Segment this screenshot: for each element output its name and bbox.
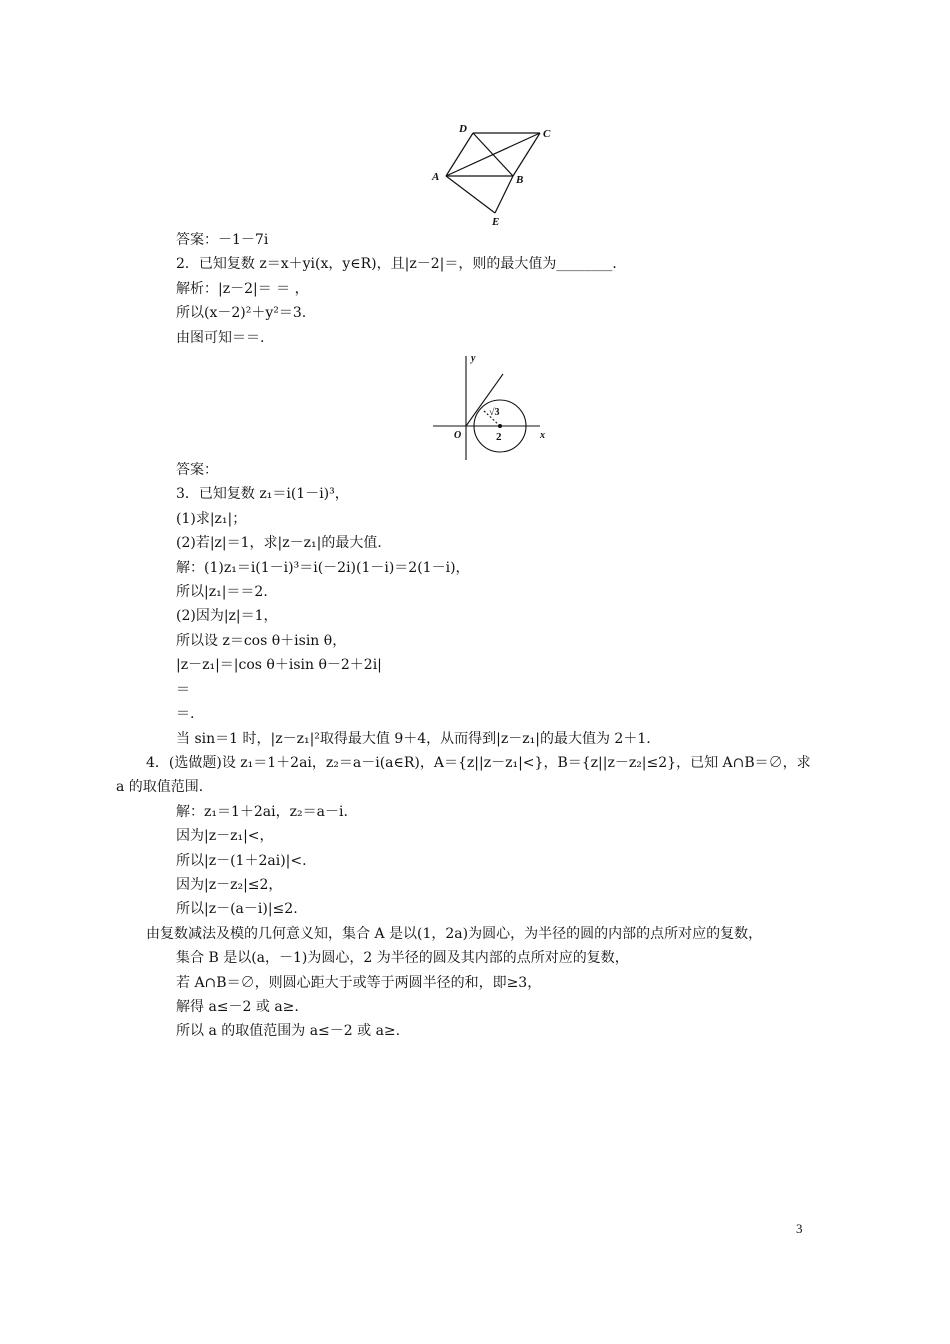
solution-text <box>116 228 816 1044</box>
label-d: D <box>459 123 467 135</box>
text-line: (1)求|z₁|； <box>176 510 247 527</box>
text-line: 所以 a 的取值范围为 a≤－2 或 a≥. <box>176 1023 401 1040</box>
text-line: 解：z₁＝1＋2ai，z₂＝a－i. <box>176 803 348 820</box>
text-line: 由复数减法及模的几何意义知，集合 A 是以(1，2a)为圆心，为半径的圆的内部的点所对应的复数， <box>146 925 763 942</box>
text-line: ＝ <box>176 681 190 698</box>
text-line: 解：(1)z₁＝i(1－i)³＝i(－2i)(1－i)＝2(1－i)， <box>176 559 470 576</box>
text-line: 若 A∩B＝∅，则圆心距大于或等于两圆半径的和，即≥3， <box>176 974 542 991</box>
text-line: 4．(选做题)设 z₁＝1＋2ai，z₂＝a－i(a∈R)，A＝{z||z－z₁|<}，B＝{z||z－z₂|≤2}，已知 A∩B＝∅，求 a 的取值范围． <box>116 754 816 796</box>
text-line: |z－z₁|＝|cos θ＋isin θ－2＋2i| <box>176 657 382 674</box>
page-number: 3 <box>796 1221 803 1236</box>
text-line: 所以(x－2)²＋y²＝3. <box>176 305 307 322</box>
text-line: 所以设 z＝cos θ＋isin θ， <box>176 632 347 649</box>
diagonal-db <box>473 133 513 176</box>
label-center: 2 <box>496 431 502 443</box>
edge-ae <box>446 176 495 213</box>
text-line: 2．已知复数 z＝x＋yi(x，y∈R)，且|z－2|＝，则的最大值为________． <box>176 256 627 273</box>
figure-spacer <box>146 350 811 458</box>
text-line: 因为|z－z₁|<， <box>176 828 274 845</box>
text-line: (2)若|z|＝1，求|z－z₁|的最大值． <box>176 535 392 552</box>
text-line: 解析：|z－2|＝ ＝ ， <box>176 280 309 297</box>
text-line: 由图可知＝＝. <box>176 329 265 346</box>
parallelogram-figure <box>425 118 565 228</box>
text-line: 当 sin＝1 时，|z－z₁|²取得最大值 9＋4，从而得到|z－z₁|的最大值为 2＋1. <box>176 730 651 747</box>
label-a: A <box>432 171 440 183</box>
text-line: 答案：－1－7i <box>176 232 269 248</box>
label-x: x <box>540 430 545 441</box>
label-c: C <box>543 128 551 140</box>
text-line: 集合 B 是以(a，－1)为圆心，2 为半径的圆及其内部的点所对应的复数， <box>176 950 629 967</box>
text-line: 因为|z－z₂|≤2， <box>176 876 283 893</box>
text-line: 所以|z－(1＋2ai)|<. <box>176 852 307 869</box>
text-line: 所以|z－(a－i)|≤2. <box>176 901 298 918</box>
text-line: 3．已知复数 z₁＝i(1－i)³， <box>176 486 349 503</box>
edge-eb <box>495 176 513 213</box>
text-line: (2)因为|z|＝1， <box>176 608 278 625</box>
text-line: 答案： <box>176 462 218 479</box>
text-line: 解得 a≤－2 或 a≥. <box>176 998 299 1015</box>
label-e: E <box>492 216 500 228</box>
text-line: ＝. <box>176 706 195 723</box>
label-y: y <box>471 353 476 364</box>
text-line: 所以|z₁|＝＝2. <box>176 584 268 601</box>
label-origin: O <box>454 430 462 441</box>
label-b: B <box>516 174 524 186</box>
label-radius: √3 <box>489 407 500 418</box>
